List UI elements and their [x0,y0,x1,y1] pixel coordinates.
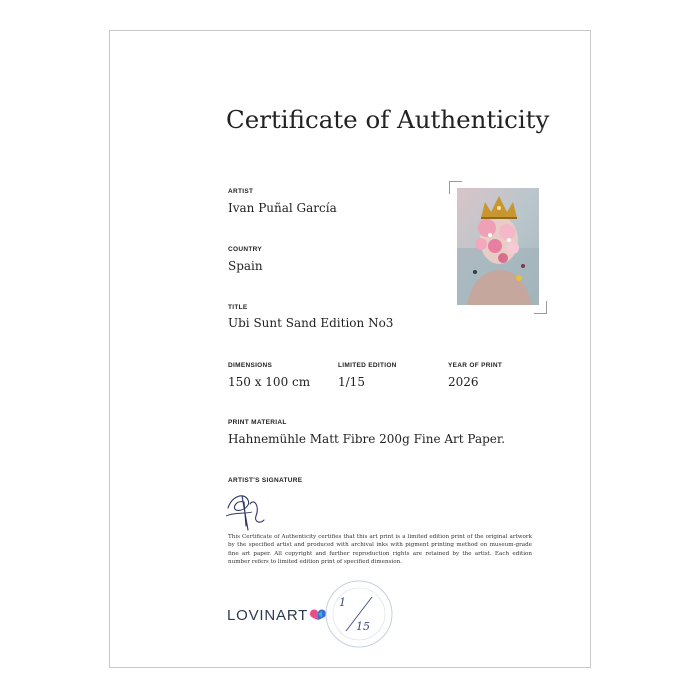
print-material-value: Hahnemühle Matt Fibre 200g Fine Art Paper. [228,432,506,446]
country-label: COUNTRY [228,246,262,253]
year-value: 2026 [448,375,479,389]
disclaimer-text: This Certificate of Authenticity certifies that this art print is a limited edition print of the original artwork by the specified artist and produced with archival inks with pigment printing method on museum-grade fine art paper. All copyright and further reproduction rights are retained by the artist. Each edition number refers to limited edition print of specified dimension. [228,534,532,566]
year-label: YEAR OF PRINT [448,362,503,369]
edition-number: 1 [339,596,346,609]
artist-label: ARTIST [228,188,254,195]
edition-total: 15 [356,620,370,633]
certificate-sheet [109,30,591,668]
limited-edition-label: LIMITED EDITION [338,362,397,369]
signature-label: ARTIST'S SIGNATURE [228,477,303,484]
print-material-label: PRINT MATERIAL [228,419,287,426]
artwork-frame [449,181,547,314]
lovinart-logo: LOVINART [227,607,309,624]
title-label: TITLE [228,304,248,311]
dimensions-value: 150 x 100 cm [228,375,311,389]
certificate-title: Certificate of Authenticity [226,105,550,134]
artwork-title: Ubi Sunt Sand Edition No3 [228,316,394,330]
edition-stamp [324,579,394,649]
country-value: Spain [228,259,263,273]
artist-signature [222,486,270,532]
limited-edition-value: 1/15 [338,375,365,389]
artist-name: Ivan Puñal García [228,201,337,215]
artwork-image [457,188,539,305]
dimensions-label: DIMENSIONS [228,362,273,369]
